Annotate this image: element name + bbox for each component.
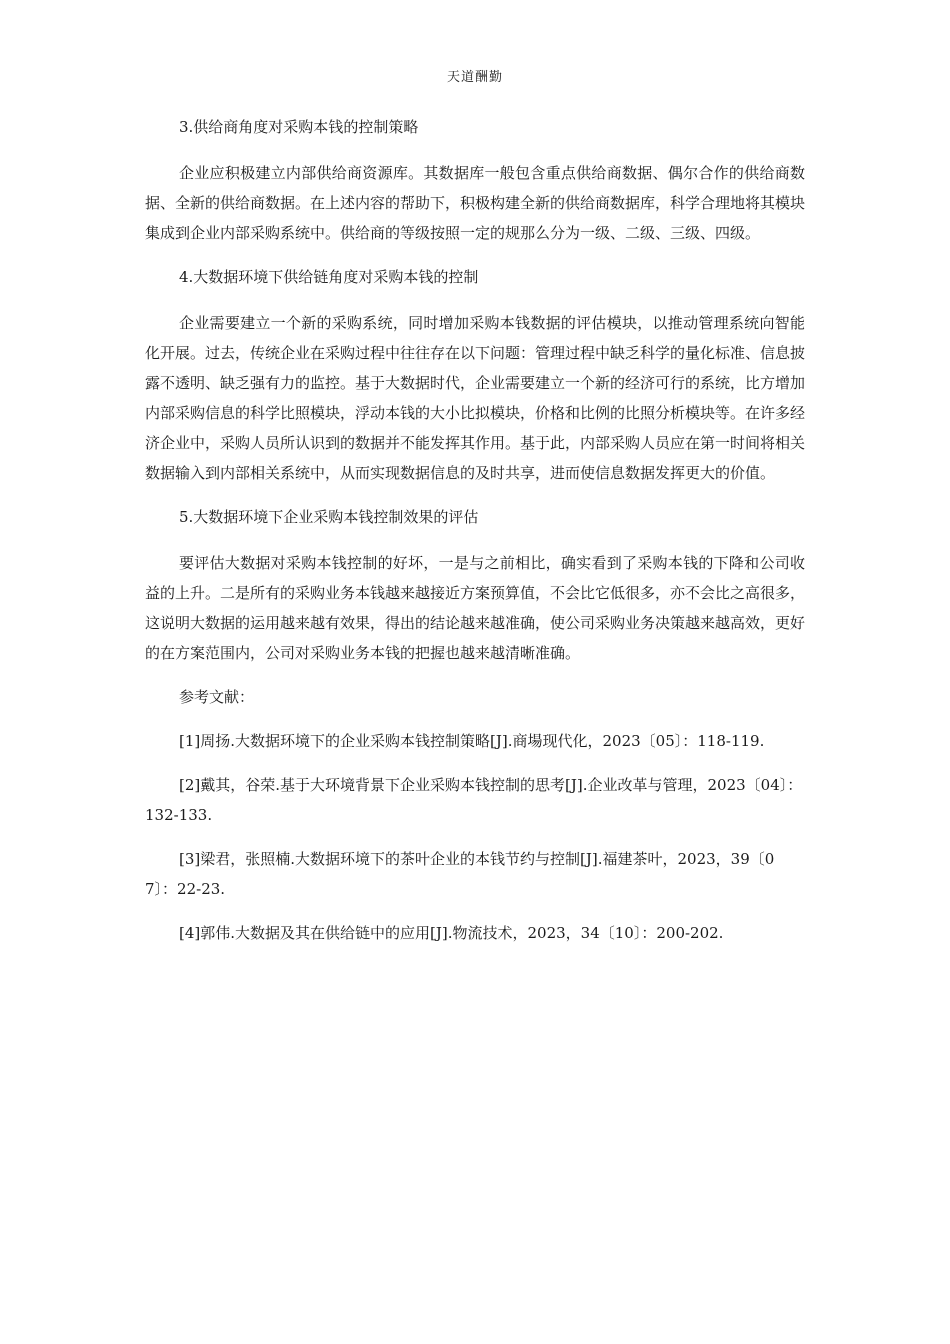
reference-item: [4]郭伟.大数据及其在供给链中的应用[J].物流技术，2023，34〔10〕：200-202. (179, 924, 724, 942)
section-paragraph-5: 要评估大数据对采购本钱控制的好坏，一是与之前相比，确实看到了采购本钱的下降和公司收益的上升。二是所有的采购业务本钱越来越接近方案预算值，不会比它低很多，亦不会比之高很多，这说明大数据的运用越来越有效果，得出的结论越来越准确，使公司采购业务决策越来越高效，更好的在方案范围内，公司对采购业务本钱的把握也越来越清晰准确。 (145, 554, 806, 662)
page-header: 天道酬勤 (446, 70, 503, 85)
reference-item: [3]梁君，张照楠.大数据环境下的茶叶企业的本钱节约与控制[J].福建茶叶，2023，39〔07〕：22-23. (145, 850, 775, 898)
section-heading-3: 3.供给商角度对采购本钱的控制策略 (179, 118, 419, 136)
section-heading-4: 4.大数据环境下供给链角度对采购本钱的控制 (179, 268, 479, 286)
references-title: 参考文献： (179, 688, 255, 706)
document-body (145, 112, 805, 962)
section-paragraph-4: 企业需要建立一个新的采购系统，同时增加采购本钱数据的评估模块，以推动管理系统向智能化开展。过去，传统企业在采购过程中往往存在以下问题：管理过程中缺乏科学的量化标准、信息披露不透明、缺乏强有力的监控。基于大数据时代，企业需要建立一个新的经济可行的系统，比方增加内部采购信息的科学比照模块，浮动本钱的大小比拟模块，价格和比例的比照分析模块等。在许多经济企业中，采购人员所认识到的数据并不能发挥其作用。基于此，内部采购人员应在第一时间将相关数据输入到内部相关系统中，从而实现数据信息的及时共享，进而使信息数据发挥更大的价值。 (145, 314, 806, 482)
reference-item: [1]周扬.大数据环境下的企业采购本钱控制策略[J].商場现代化，2023〔05〕：118-119. (179, 732, 765, 750)
section-paragraph-3: 企业应积极建立内部供给商资源库。其数据库一般包含重点供给商数据、偶尔合作的供给商数据、全新的供给商数据。在上述内容的帮助下，积极构建全新的供给商数据库，科学合理地将其模块集成到企业内部采购系统中。供给商的等级按照一定的规那么分为一级、二级、三级、四级。 (145, 164, 806, 242)
reference-item: [2]戴其，谷荣.基于大环境背景下企业采购本钱控制的思考[J].企业改革与管理，2023〔04〕：132-133. (145, 776, 803, 824)
section-heading-5: 5.大数据环境下企业采购本钱控制效果的评估 (179, 508, 479, 526)
